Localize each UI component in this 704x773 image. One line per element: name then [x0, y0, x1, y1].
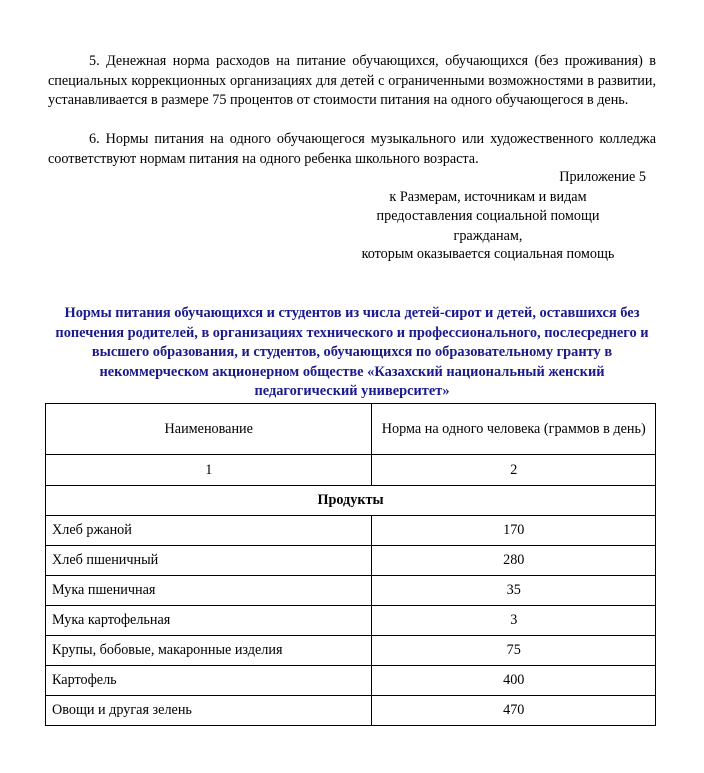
table-header-row: [46, 404, 656, 455]
group-row: [46, 486, 656, 516]
column-index-row: [46, 455, 656, 486]
paragraph-5: 5. Денежная норма расходов на питание обучающихся, обучающихся (без проживания) в специальных коррекционных организациях для детей с ограниченными возможностями в развитии, устанавливается в размере 75 процентов от стоимости питания на одного обучающегося в день.: [48, 53, 656, 109]
product-norm: 400: [372, 666, 656, 696]
appendix-number: Приложение 5: [559, 169, 646, 185]
header-norm: Норма на одного человека (граммов в день): [372, 404, 656, 455]
group-label: Продукты: [46, 486, 656, 516]
appendix-line-4: гражданам,: [453, 228, 523, 244]
column-index-2: 2: [372, 455, 656, 486]
product-name: Мука пшеничная: [46, 576, 372, 606]
product-name: Хлеб пшеничный: [46, 546, 372, 576]
header-name: Наименование: [46, 404, 372, 455]
table-row: [46, 666, 656, 696]
table-row: [46, 516, 656, 546]
product-name: Мука картофельная: [46, 606, 372, 636]
table-title: Нормы питания обучающихся и студентов из числа детей-сирот и детей, оставшихся без попечения родителей, в организациях технического и профессионального, послесреднего и высшего образования, и студентов, обучающихся по образовательному гранту в некоммерческом акционерном обществе «Казахский национальный женский педагогический университет»: [55, 305, 649, 399]
table-row: [46, 696, 656, 726]
table-row: [46, 546, 656, 576]
product-name: Хлеб ржаной: [46, 516, 372, 546]
product-norm: 3: [372, 606, 656, 636]
norms-table: [45, 403, 656, 726]
product-name: Картофель: [46, 666, 372, 696]
appendix-line-3: предоставления социальной помощи: [376, 208, 600, 224]
paragraph-6: 6. Нормы питания на одного обучающегося музыкального или художественного колледжа соответствуют нормам питания на одного ребенка школьного возраста.: [48, 131, 656, 167]
product-norm: 280: [372, 546, 656, 576]
product-norm: 75: [372, 636, 656, 666]
product-norm: 170: [372, 516, 656, 546]
appendix-line-5: которым оказывается социальная помощь: [361, 246, 615, 262]
column-index-1: 1: [46, 455, 372, 486]
product-norm: 470: [372, 696, 656, 726]
table-row: [46, 606, 656, 636]
product-name: Крупы, бобовые, макаронные изделия: [46, 636, 372, 666]
table-row: [46, 636, 656, 666]
appendix-line-2: к Размерам, источникам и видам: [389, 189, 587, 205]
product-name: Овощи и другая зелень: [46, 696, 372, 726]
product-norm: 35: [372, 576, 656, 606]
table-row: [46, 576, 656, 606]
